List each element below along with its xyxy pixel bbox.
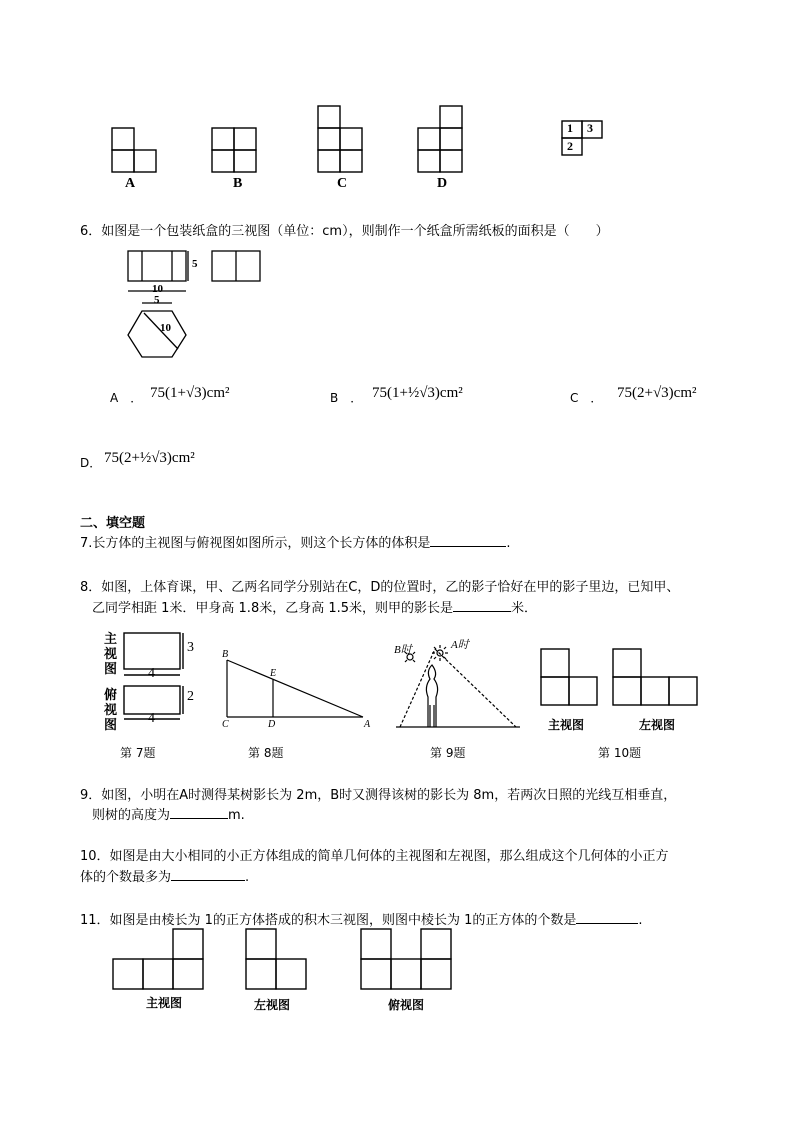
q11-three-views — [108, 925, 468, 995]
fig7-h1: 3 — [187, 640, 194, 655]
q11-text: 11．如图是由棱长为 1的正方体搭成的积木三视图，则图中棱长为 1的正方体的个数是 — [80, 913, 577, 928]
fig9-label-b: B时 — [394, 644, 412, 656]
q11-end: . — [638, 913, 643, 928]
fig8-label-b: B — [222, 649, 229, 660]
fig8-label-a: A — [364, 719, 371, 730]
fig7-front-label-1: 主 — [104, 632, 118, 647]
q5-num-1: 1 — [567, 121, 573, 135]
q6-option-d-label: D． — [80, 456, 102, 470]
fig10-views — [535, 645, 705, 707]
q8-line1: 8．如图，上体育课，甲、乙两名同学分别站在C，D的位置时，乙的影子恰好在甲的影子里边，已知甲、 — [80, 580, 680, 595]
q10-line2-wrap — [80, 866, 249, 890]
q5-figures — [100, 100, 620, 200]
q11-front-label: 主视图 — [146, 996, 183, 1010]
q5-num-3: 3 — [587, 121, 593, 135]
q10-end: . — [245, 870, 250, 885]
q6-option-c: 75(2+√3)cm² — [617, 385, 697, 401]
section-title: 二、填空题 — [80, 516, 146, 531]
fig8-label-c: C — [222, 719, 229, 730]
q9-blank[interactable] — [170, 804, 228, 819]
q11-blank[interactable] — [576, 909, 638, 924]
fig8-label-e: E — [270, 668, 277, 679]
q5-choice-a: A — [125, 176, 136, 191]
q6-option-b-label: B ． — [330, 391, 363, 405]
q7-text — [80, 532, 511, 556]
q6-dim-h: 5 — [192, 258, 198, 270]
q6-option-d: 75(2+½√3)cm² — [104, 450, 195, 466]
fig7-top-label-1: 俯 — [104, 688, 118, 703]
q5-choice-d: D — [437, 176, 448, 191]
fig7-w2: 4 — [148, 711, 155, 726]
q6-text: 6．如图是一个包装纸盒的三视图（单位：cm），则制作一个纸盒所需纸板的面积是（ ） — [80, 224, 609, 239]
q9-end: m. — [228, 808, 245, 823]
q7-stem: 7.长方体的主视图与俯视图如图所示，则这个长方体的体积是 — [80, 536, 431, 551]
q5-choice-b: B — [233, 176, 243, 191]
fig7-w1: 4 — [148, 666, 155, 681]
fig7-top-label-3: 图 — [104, 718, 118, 733]
q6-option-a-label: A ． — [110, 391, 143, 405]
caption-fig10: 第 10题 — [598, 746, 642, 760]
q11-left-label: 左视图 — [254, 998, 291, 1012]
q7-end: . — [506, 536, 511, 551]
fig8-triangle — [215, 645, 375, 730]
q8-blank[interactable] — [453, 597, 511, 612]
fig7-front-label-3: 图 — [104, 662, 118, 677]
caption-fig8: 第 8题 — [248, 746, 284, 760]
fig10-left-label: 左视图 — [639, 718, 676, 732]
q10-blank[interactable] — [171, 866, 245, 881]
q8-end: 米． — [511, 601, 538, 616]
q9-line1: 9．如图，小明在A时测得某树影长为 2m，B时又测得该树的影长为 8m，若两次日照的光线互相垂直， — [80, 788, 677, 803]
fig10-front-label: 主视图 — [548, 718, 585, 732]
fig7-front-label-2: 视 — [104, 647, 118, 662]
q6-dim-side: 5 — [154, 294, 160, 306]
q10-line2: 体的个数最多为 — [80, 870, 172, 885]
q6-option-c-label: C ． — [570, 391, 603, 405]
q10-line1: 10．如图是由大小相同的小正方体组成的简单几何体的主视图和左视图，那么组成这个几何体的小正方 — [80, 849, 669, 864]
q6-dim-w: 10 — [152, 283, 163, 295]
q7-blank[interactable] — [430, 532, 506, 547]
q11-top-label: 俯视图 — [388, 998, 425, 1012]
q5-choice-c: C — [337, 176, 348, 191]
fig7-h2: 2 — [187, 689, 194, 704]
q6-option-b: 75(1+½√3)cm² — [372, 385, 463, 401]
q5-num-2: 2 — [567, 139, 573, 153]
q9-line2: 则树的高度为 — [92, 808, 171, 823]
q8-line2: 乙同学相距 1米．甲身高 1.8米，乙身高 1.5米，则甲的影长是 — [92, 601, 454, 616]
q9-line2-wrap — [92, 804, 245, 828]
q6-dim-diag: 10 — [160, 322, 171, 334]
q6-option-a: 75(1+√3)cm² — [150, 385, 230, 401]
caption-fig7: 第 7题 — [120, 746, 156, 760]
fig9-label-a: A时 — [451, 639, 469, 651]
q8-line2-wrap — [92, 597, 537, 621]
fig7-top-label-2: 视 — [104, 703, 118, 718]
caption-fig9: 第 9题 — [430, 746, 466, 760]
fig8-label-d: D — [268, 719, 276, 730]
